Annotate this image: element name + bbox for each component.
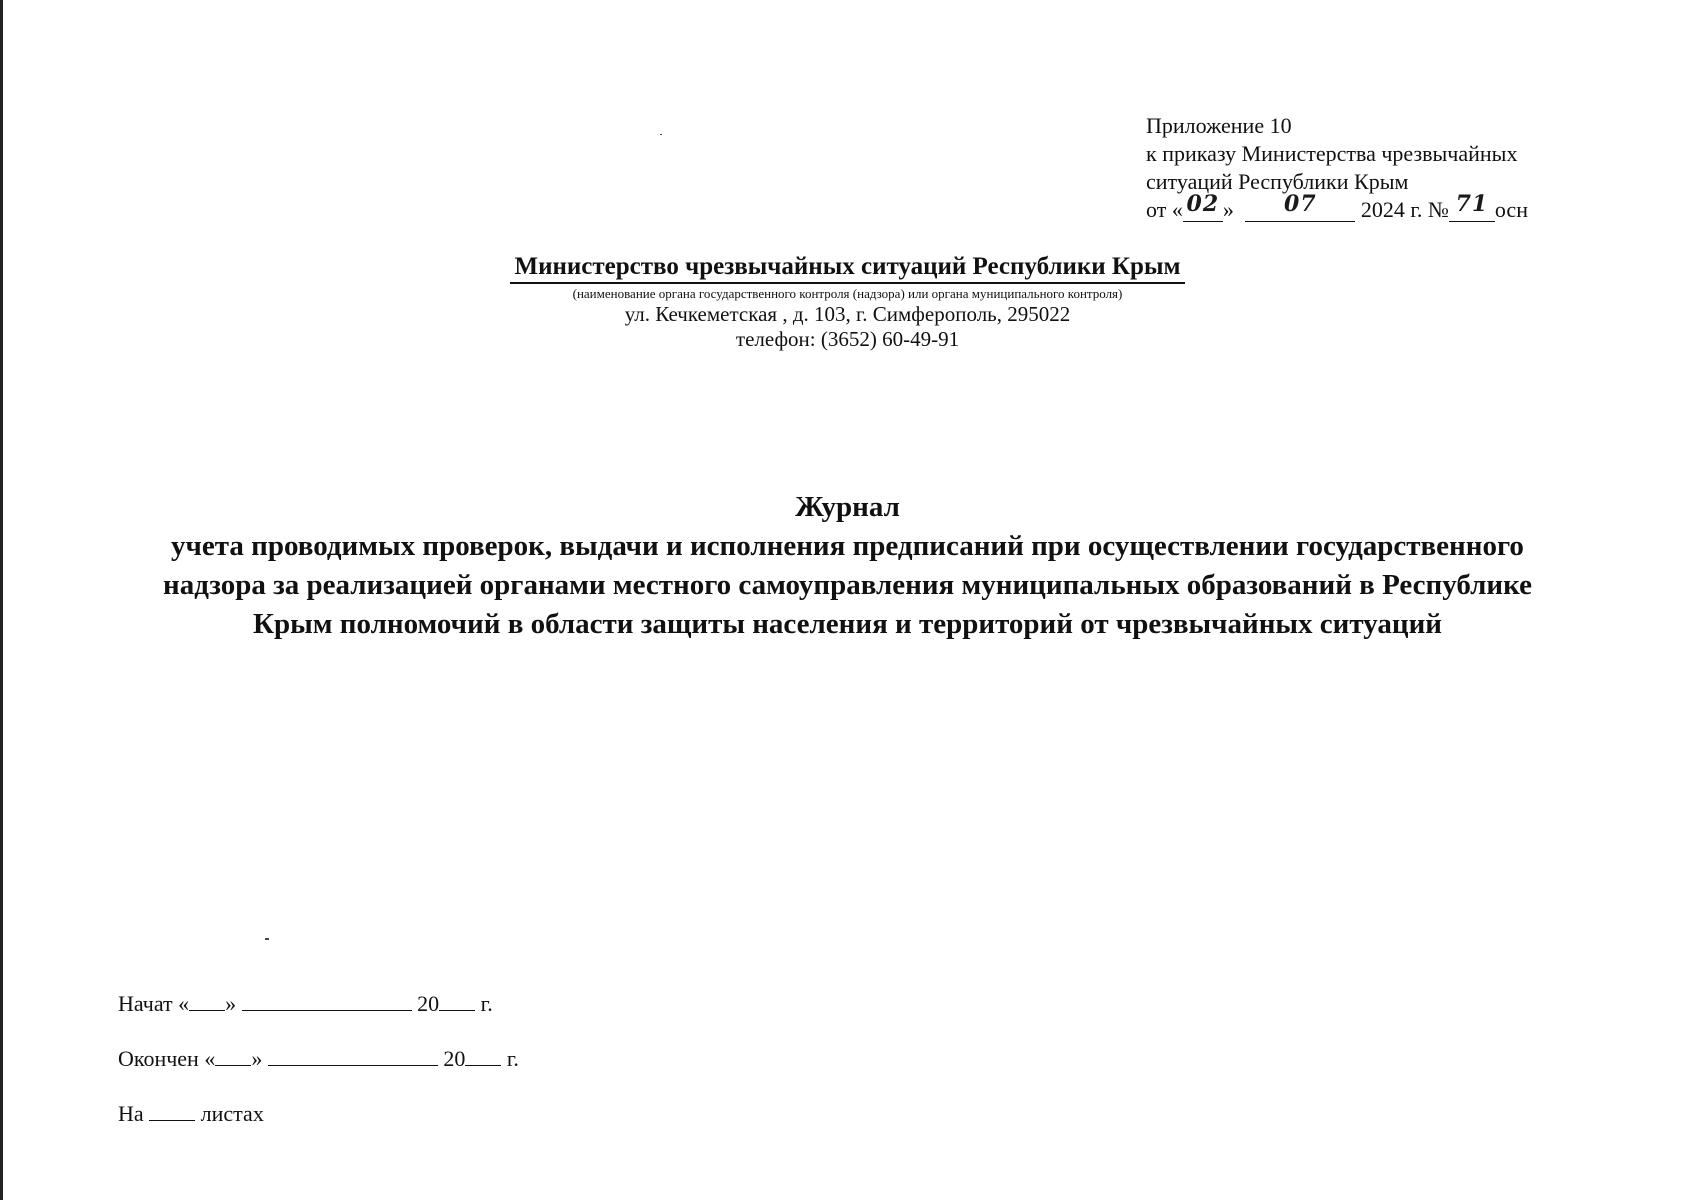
started-year-prefix: 20 (417, 991, 440, 1016)
date-month-field (1245, 191, 1355, 222)
appendix-date-line (1146, 191, 1586, 224)
date-day-handwritten: 02 (1186, 191, 1220, 217)
order-number-handwritten: 71 (1455, 191, 1489, 217)
sheets-count-field (149, 1100, 195, 1121)
ended-label: Окончен « (118, 1046, 216, 1071)
date-year-text: 2024 г. № (1360, 197, 1449, 222)
date-quote-close: » (1222, 197, 1234, 222)
started-line (118, 990, 519, 1017)
ended-line (118, 1045, 519, 1072)
started-label: Начат « (118, 991, 190, 1016)
scan-speck (660, 134, 662, 135)
order-number-field (1449, 191, 1495, 222)
document-title: Журнал (795, 491, 900, 523)
organization-phone: телефон: (3652) 60-49-91 (735, 327, 960, 351)
order-suffix: осн (1494, 197, 1528, 222)
document-subtitle: учета проводимых проверок, выдачи и исполнения предписаний при осуществлении государственного надзора за реализацией органами местного самоуправления муниципальных образований в Республике Крым полномочий в области защиты населения и территорий от чрезвычайных ситуаций (163, 530, 1532, 640)
appendix-block (1146, 112, 1586, 224)
ended-day-field (215, 1045, 251, 1066)
started-day-field (189, 990, 225, 1011)
scan-speck (265, 938, 269, 940)
started-year-field (439, 990, 475, 1011)
appendix-line-3: ситуаций Республики Крым (1146, 169, 1409, 194)
date-month-handwritten: 07 (1284, 191, 1317, 217)
organization-caption: (наименование органа государственного контроля (надзора) или органа муниципального контроля) (572, 286, 1123, 301)
sheets-suffix: листах (200, 1101, 264, 1126)
started-year-suffix: г. (480, 991, 493, 1016)
ended-year-suffix: г. (506, 1046, 519, 1071)
organization-name: Министерство чрезвычайных ситуаций Республики Крым (510, 252, 1184, 284)
appendix-line-1: Приложение 10 (1146, 113, 1292, 138)
organization-block (0, 252, 1695, 352)
ended-year-prefix: 20 (443, 1046, 466, 1071)
ended-month-field (268, 1045, 438, 1066)
sheets-prefix: На (118, 1101, 144, 1126)
document-title-block (120, 488, 1575, 644)
organization-address: ул. Кечкеметская , д. 103, г. Симферополь, 295022 (624, 302, 1071, 326)
appendix-line-2: к приказу Министерства чрезвычайных (1146, 141, 1518, 166)
page-left-edge (0, 0, 3, 1200)
sheets-line (118, 1100, 519, 1127)
started-month-field (242, 990, 412, 1011)
journal-dates-block (118, 990, 519, 1155)
ended-quote-close: » (251, 1046, 263, 1071)
date-prefix: от « (1146, 197, 1183, 222)
date-day-field (1183, 191, 1223, 222)
started-quote-close: » (225, 991, 237, 1016)
ended-year-field (465, 1045, 501, 1066)
